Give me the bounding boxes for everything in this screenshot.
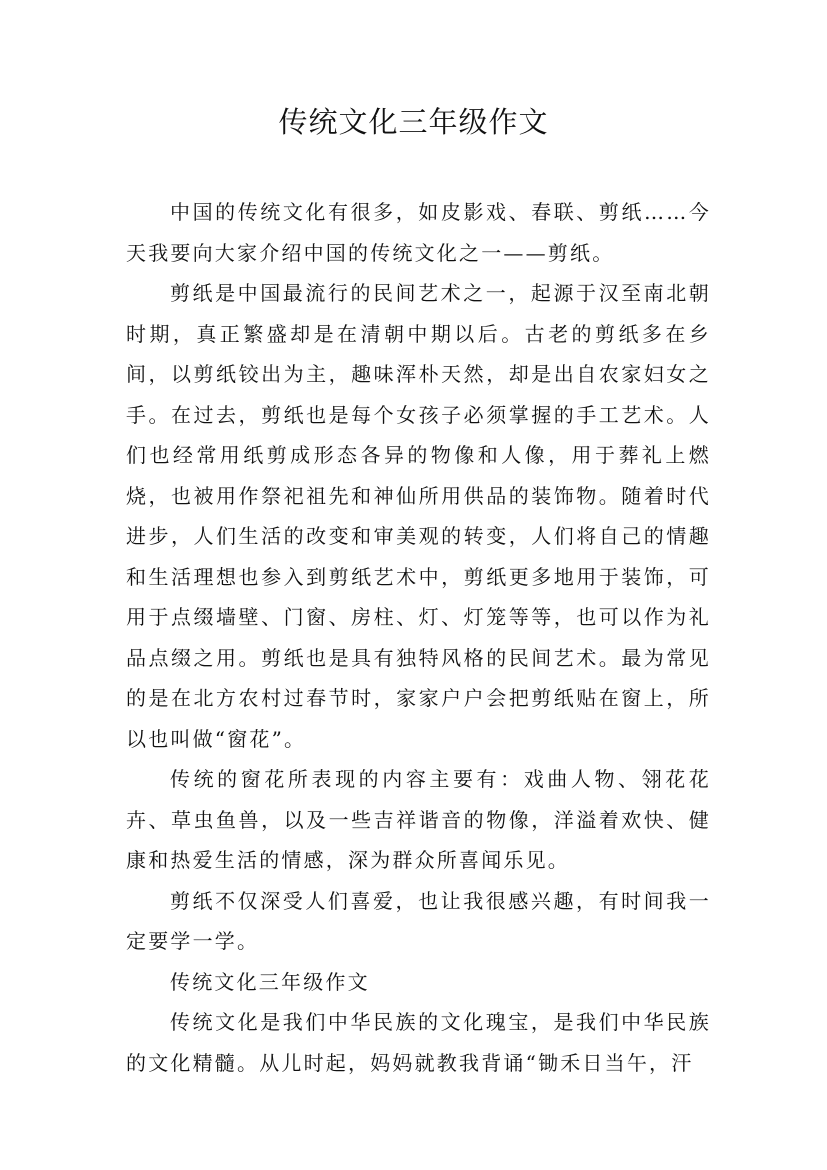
paragraph-window-flowers: 传统的窗花所表现的内容主要有：戏曲人物、翎花花卉、草虫鱼兽，以及一些吉祥谐音的物像，洋溢着欢快、健康和热爱生活的情感，深为群众所喜闻乐见。 xyxy=(126,767,711,872)
paragraph-paper-cutting-history: 剪纸是中国最流行的民间艺术之一，起源于汉至南北朝时期，真正繁盛却是在清朝中期以后。古老的剪纸多在乡间，以剪纸铰出为主，趣味浑朴天然，却是出自农家妇女之手。在过去，剪纸也是每个女孩子必须掌握的手工艺术。人们也经常用纸剪成形态各异的物像和人像，用于葬礼上燃烧，也被用作祭祀祖先和神仙所用供品的装饰物。随着时代进步，人们生活的改变和审美观的转变，人们将自己的情趣和生活理想也参入到剪纸艺术中，剪纸更多地用于装饰，可用于点缀墙壁、门窗、房柱、灯、灯笼等等，也可以作为礼品点缀之用。剪纸也是具有独特风格的民间艺术。最为常见的是在北方农村过春节时，家家户户会把剪纸贴在窗上，所以也叫做“窗花”。 xyxy=(126,281,711,751)
paragraph-second-essay-heading: 传统文化三年级作文 xyxy=(170,969,370,994)
paragraph-conclusion: 剪纸不仅深受人们喜爱，也让我很感兴趣，有时间我一定要学一学。 xyxy=(126,888,711,953)
document-body xyxy=(126,192,711,1083)
paragraph-second-essay-start: 传统文化是我们中华民族的文化瑰宝，是我们中华民族的文化精髓。从儿时起，妈妈就教我背诵“锄禾日当午，汗 xyxy=(126,1010,711,1075)
paragraph-intro: 中国的传统文化有很多，如皮影戏、春联、剪纸……今天我要向大家介绍中国的传统文化之一——剪纸。 xyxy=(126,200,711,265)
document-title: 传统文化三年级作文 xyxy=(278,105,549,139)
